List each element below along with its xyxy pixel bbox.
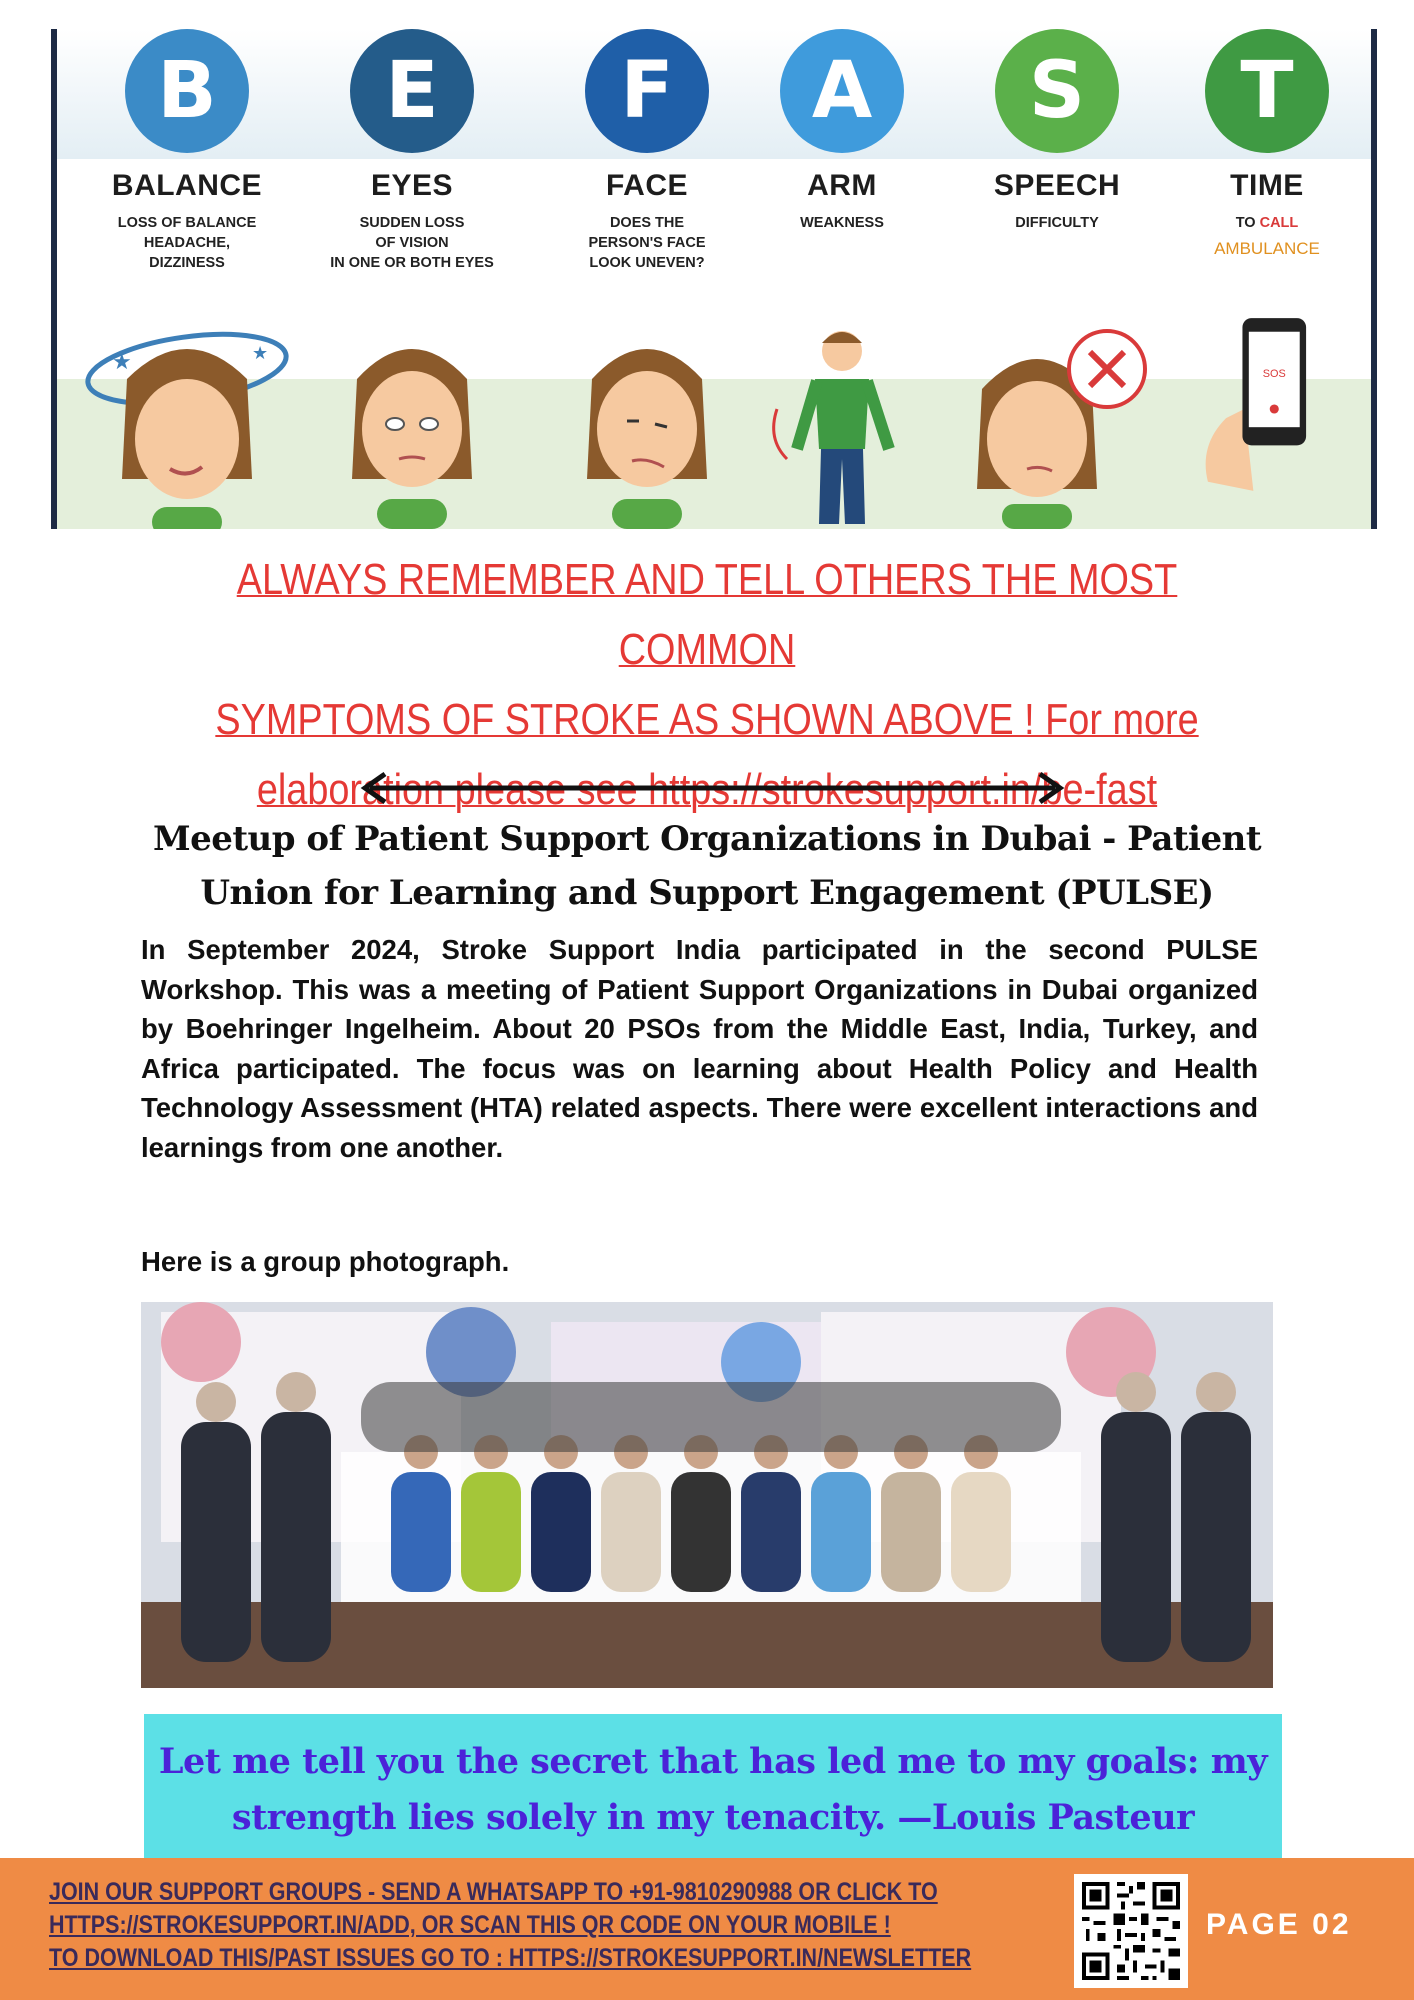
qr-code-icon[interactable] — [1074, 1874, 1188, 1988]
letter-f-circle: F — [585, 29, 709, 153]
befast-item-balance — [82, 29, 292, 529]
svg-text:★: ★ — [112, 349, 132, 374]
footer-line-support-groups[interactable]: JOIN OUR SUPPORT GROUPS - SEND A WHATSAPP TO +91-9810290988 OR CLICK TO — [49, 1878, 938, 1906]
footer-links — [49, 1876, 972, 1975]
double-arrow-icon — [360, 771, 1065, 805]
arm-weakness-figure-icon — [737, 329, 947, 529]
meetup-title-line: Meetup of Patient Support Organizations in Dubai - Patient — [152, 819, 1262, 859]
meetup-title — [120, 812, 1294, 920]
quote-box — [144, 1714, 1282, 1858]
befast-word: TIME — [1230, 169, 1304, 202]
photo-caption: Here is a group photograph. — [141, 1246, 510, 1277]
headline-link[interactable]: elaboration please see https://strokesupport.in/be-fast — [256, 765, 1158, 814]
meetup-body: In September 2024, Stroke Support India participated in the second PULSE Workshop. This was a meeting of Patient Support Organizations in Dubai organized by Boehringer Ingelheim. About 20 PSOs from the Middle East, India, Turkey, and Africa participated. The focus was on learning about Health Policy and Health Technology Assessment (HTA) related aspects. There were excellent interactions and learnings from one another. — [141, 934, 1258, 1163]
footer-line-add-link[interactable]: HTTPS://STROKESUPPORT.IN/ADD, OR SCAN THIS QR CODE ON YOUR MOBILE ! — [49, 1911, 891, 1939]
letter-e-circle: E — [350, 29, 474, 153]
letter-a-circle: A — [780, 29, 904, 153]
befast-item-face — [542, 29, 752, 529]
call-text: CALL — [1259, 215, 1299, 231]
befast-word: BALANCE — [111, 169, 263, 202]
befast-desc — [1162, 213, 1372, 259]
speech-difficulty-face-icon — [952, 329, 1162, 529]
quote-line: strength lies solely in my tenacity. —Louis Pasteur — [231, 1797, 1195, 1838]
group-photo-image — [141, 1302, 1273, 1688]
befast-word: EYES — [370, 169, 454, 202]
headline-line: ALWAYS REMEMBER AND TELL OTHERS THE MOST COMMON — [236, 555, 1178, 674]
meetup-title-line: Union for Learning and Support Engagement (PULSE) — [200, 873, 1214, 913]
be-fast-infographic — [51, 29, 1377, 529]
quote-line: Let me tell you the secret that has led me to my goals: my — [158, 1741, 1268, 1782]
dizzy-face-icon — [82, 329, 292, 529]
footer-bar — [0, 1858, 1414, 2000]
phone-sos-icon — [1162, 309, 1372, 509]
befast-desc: SUDDEN LOSS OF VISION IN ONE OR BOTH EYES — [330, 215, 494, 271]
time-to-text: TO — [1235, 215, 1256, 231]
qr-code-pattern — [1074, 1874, 1188, 1988]
sos-text: SOS — [1262, 368, 1286, 381]
uneven-face-icon — [542, 329, 752, 529]
letter-s-circle: S — [995, 29, 1119, 153]
befast-desc: DOES THE PERSON'S FACE LOOK UNEVEN? — [588, 215, 706, 271]
ambulance-text: AMBULANCE — [1214, 239, 1320, 258]
footer-line-newsletter-link[interactable]: TO DOWNLOAD THIS/PAST ISSUES GO TO : HTTPS://STROKESUPPORT.IN/NEWSLETTER — [49, 1944, 972, 1972]
befast-desc: DIFFICULTY — [1015, 215, 1099, 231]
befast-item-arm — [737, 29, 947, 529]
befast-word: ARM — [807, 169, 877, 202]
befast-desc: WEAKNESS — [800, 215, 884, 231]
letter-b-circle: B — [125, 29, 249, 153]
befast-word: SPEECH — [993, 169, 1121, 202]
blurry-eyes-face-icon — [307, 329, 517, 529]
page-number-label: PAGE 02 — [1206, 1908, 1352, 1941]
befast-item-speech — [952, 29, 1162, 529]
befast-word: FACE — [605, 169, 688, 202]
group-photograph — [141, 1302, 1273, 1688]
befast-desc: LOSS OF BALANCE HEADACHE, DIZZINESS — [117, 215, 257, 271]
letter-t-circle: T — [1205, 29, 1329, 153]
headline-line: SYMPTOMS OF STROKE AS SHOWN ABOVE ! For more — [215, 695, 1199, 744]
befast-item-eyes — [307, 29, 517, 529]
quote-text — [144, 1734, 1282, 1846]
befast-item-time — [1162, 29, 1372, 529]
svg-text:★: ★ — [252, 343, 269, 363]
